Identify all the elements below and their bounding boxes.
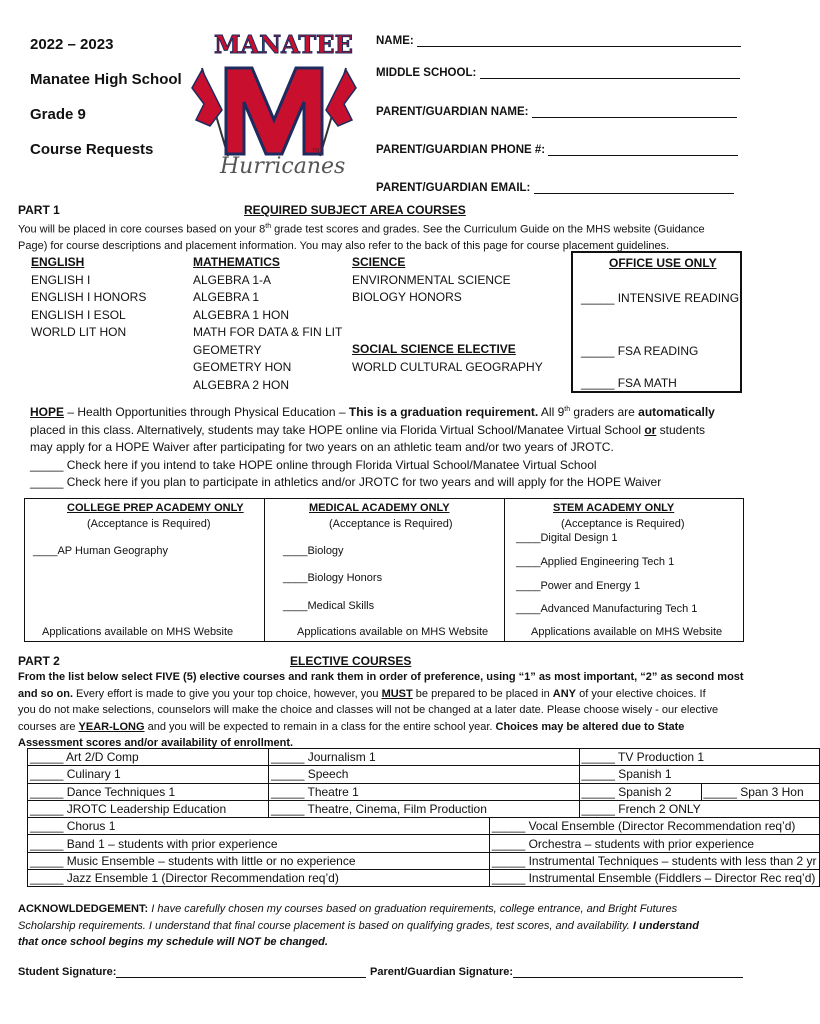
elective-option[interactable]: _____ Music Ensemble – students with little or no experience	[28, 852, 490, 869]
hope-check-waiver[interactable]: _____ Check here if you plan to participate in athletics and/or JROTC for two years and will apply for the HOPE Waiver	[30, 475, 662, 489]
elective-option[interactable]: _____ Art 2/D Comp	[28, 749, 269, 766]
science-item: BIOLOGY HONORS	[352, 290, 462, 304]
college-prep-academy: COLLEGE PREP ACADEMY ONLY (Acceptance is Required) ____AP Human Geography Applications available on MHS Website	[25, 499, 265, 641]
social-item: WORLD CULTURAL GEOGRAPHY	[352, 359, 543, 374]
english-item: WORLD LIT HON	[31, 325, 127, 339]
elective-option[interactable]: _____ TV Production 1	[579, 749, 819, 766]
elective-option[interactable]: _____ Jazz Ensemble 1 (Director Recommendation req’d)	[28, 870, 490, 887]
parent-name-field[interactable]: PARENT/GUARDIAN NAME:	[376, 105, 737, 118]
middle-school-field[interactable]: MIDDLE SCHOOL:	[376, 66, 740, 79]
part1-title: REQUIRED SUBJECT AREA COURSES	[244, 203, 466, 217]
office-item-fsa-reading[interactable]: _____ FSA READING	[581, 344, 699, 358]
student-signature-field[interactable]: Student Signature:	[18, 965, 366, 978]
office-use-box	[571, 251, 742, 393]
parent-phone-line[interactable]	[548, 143, 738, 156]
parent-signature-line[interactable]	[513, 965, 743, 978]
social-column	[352, 341, 543, 376]
academy-course[interactable]: ____Medical Skills	[283, 600, 375, 612]
parent-email-field[interactable]: PARENT/GUARDIAN EMAIL:	[376, 181, 734, 194]
stem-academy: STEM ACADEMY ONLY (Acceptance is Required) ____Digital Design 1 ____Applied Engineering Tech 1 ____Power and Energy 1 ____Advanced Manufacturing Tech 1 Applications available on MHS Website	[516, 502, 723, 638]
science-header: SCIENCE	[352, 255, 406, 269]
math-item: GEOMETRY HON	[193, 360, 292, 374]
math-item: ALGEBRA 1-A	[193, 272, 272, 287]
english-column	[31, 254, 146, 342]
logo-script: Hurricanes	[220, 154, 346, 179]
academies-box	[24, 498, 744, 642]
academy-course[interactable]: ____Biology Honors	[283, 572, 383, 584]
part1-intro: You will be placed in core courses based on your 8th grade test scores and grades. See the Curriculum Guide on the MHS website (Guidance Page) for course descriptions and placement information. You may also refer to the back of this page for course placement guidelines.	[18, 223, 705, 253]
part2-instructions: From the list below select FIVE (5) elective courses and rank them in order of preference, using “1” as most important, “2” as second most and so on. Every effort is made to give you your top choice, however, you MUST be prepared to be placed in ANY of your elective choices. If you do not make selections, counselors will make the choice and classes will not be changed at a later date. Please choose wisely - our elective courses are YEAR-LONG and you will be expected to remain in a class for the entire school year. Choices may be altered due to State Assessment scores and/or availability of enrollment.	[18, 671, 744, 749]
parent-signature-field[interactable]: Parent/Guardian Signature:	[370, 965, 743, 978]
math-header: MATHEMATICS	[193, 255, 280, 269]
academy-course[interactable]: ____AP Human Geography	[33, 545, 168, 557]
elective-option[interactable]: _____ Theatre 1	[269, 783, 580, 800]
english-header: ENGLISH	[31, 255, 85, 269]
science-item: ENVIRONMENTAL SCIENCE	[352, 272, 511, 287]
table-row	[28, 783, 820, 800]
social-header: SOCIAL SCIENCE ELECTIVE	[352, 342, 516, 356]
elective-option[interactable]: _____ JROTC Leadership Education	[28, 800, 269, 817]
medical-academy: MEDICAL ACADEMY ONLY (Acceptance is Required) ____Biology ____Biology Honors ____Medical Skills Applications available on MHS Website	[265, 499, 505, 641]
name-line[interactable]	[417, 34, 741, 47]
student-signature-line[interactable]	[116, 965, 366, 978]
academy-course[interactable]: ____Digital Design 1	[516, 532, 618, 544]
elective-option[interactable]: _____ Speech	[269, 766, 580, 783]
logo-title: MANATEE	[214, 30, 353, 59]
elective-option[interactable]: _____ Dance Techniques 1	[28, 783, 269, 800]
elective-option[interactable]: _____ Band 1 – students with prior experience	[28, 835, 490, 852]
math-column	[193, 254, 342, 394]
academy-course[interactable]: ____Biology	[283, 545, 344, 557]
elective-option[interactable]: _____ Chorus 1	[28, 818, 490, 835]
table-row	[28, 818, 820, 835]
parent-name-line[interactable]	[532, 105, 737, 118]
academy-course[interactable]: ____Applied Engineering Tech 1	[516, 556, 675, 568]
middle-school-line[interactable]	[480, 66, 740, 79]
elective-option[interactable]: _____ Instrumental Ensemble (Fiddlers – Director Rec req’d)	[489, 870, 819, 887]
elective-option[interactable]: _____ Culinary 1	[28, 766, 269, 783]
academy-course[interactable]: ____Advanced Manufacturing Tech 1	[516, 603, 698, 615]
document-title: Course Requests	[30, 141, 154, 158]
hope-paragraph: HOPE – Health Opportunities through Physical Education – This is a graduation requirement. All 9th graders are automatically placed in this class. Alternatively, students may take HOPE online via Florida Virtual School/Manatee Virtual School or students may apply for a HOPE Waiver after participating for two years on an athletic team and/or two years of JROTC. _____ Check here if you intend to take HOPE online through Florida Virtual School/Manatee Virtual School _____ Check here if you plan to participate in athletics and/or JROTC for two years and will apply for the HOPE Waiver	[30, 405, 715, 489]
name-field[interactable]: NAME:	[376, 34, 741, 47]
parent-phone-field[interactable]: PARENT/GUARDIAN PHONE #:	[376, 143, 738, 156]
school-name: Manatee High School	[30, 71, 182, 88]
part2-title: ELECTIVE COURSES	[290, 654, 412, 668]
acknowledgement: ACKNOWLDEDGEMENT: I have carefully chosen my courses based on graduation requirements, college entrance, and Bright Futures Scholarship requirements. I understand that final course placement is based on qualifying grades, test scores, and availability. I understand that once school begins my schedule will NOT be changed.	[18, 903, 699, 948]
math-item: MATH FOR DATA & FIN LIT	[193, 325, 343, 339]
academy-course[interactable]: ____Power and Energy 1	[516, 580, 641, 592]
elective-option[interactable]: _____ Spanish 2	[579, 783, 701, 800]
parent-email-line[interactable]	[534, 181, 734, 194]
table-row	[28, 800, 820, 817]
part1-label: PART 1	[18, 203, 60, 217]
english-item: ENGLISH I ESOL	[31, 307, 126, 322]
elective-option[interactable]: _____ Span 3 Hon	[701, 783, 819, 800]
english-item: ENGLISH I	[31, 272, 91, 287]
school-logo	[188, 28, 360, 183]
school-year: 2022 – 2023	[30, 36, 114, 53]
elective-option[interactable]: _____ Spanish 1	[579, 766, 819, 783]
table-row	[28, 766, 820, 783]
office-item-intensive-reading[interactable]: _____ INTENSIVE READING	[581, 291, 740, 305]
logo-trademark: TM	[312, 148, 320, 154]
part2-label: PART 2	[18, 654, 60, 668]
office-item-fsa-math[interactable]: _____ FSA MATH	[581, 376, 677, 390]
electives-table	[27, 748, 820, 887]
english-item: ENGLISH I HONORS	[31, 290, 147, 304]
elective-option[interactable]: _____ Journalism 1	[269, 749, 580, 766]
elective-option[interactable]: _____ Theatre, Cinema, Film Production	[269, 800, 580, 817]
math-item: GEOMETRY	[193, 342, 262, 357]
math-item: ALGEBRA 2 HON	[193, 377, 290, 392]
elective-option[interactable]: _____ Instrumental Techniques – students with less than 2 yr	[489, 852, 819, 869]
math-item: ALGEBRA 1	[193, 290, 260, 304]
hope-check-online[interactable]: _____ Check here if you intend to take HOPE online through Florida Virtual School/Manatee Virtual School	[30, 457, 597, 472]
elective-option[interactable]: _____ Vocal Ensemble (Director Recommendation req’d)	[489, 818, 819, 835]
math-item: ALGEBRA 1 HON	[193, 307, 290, 322]
table-row	[28, 835, 820, 852]
science-column	[352, 254, 511, 307]
table-row	[28, 870, 820, 887]
office-header: OFFICE USE ONLY	[609, 256, 717, 270]
table-row	[28, 749, 820, 766]
table-row	[28, 852, 820, 869]
elective-option[interactable]: _____ French 2 ONLY	[579, 800, 819, 817]
grade-label: Grade 9	[30, 106, 86, 123]
elective-option[interactable]: _____ Orchestra – students with prior experience	[489, 835, 819, 852]
